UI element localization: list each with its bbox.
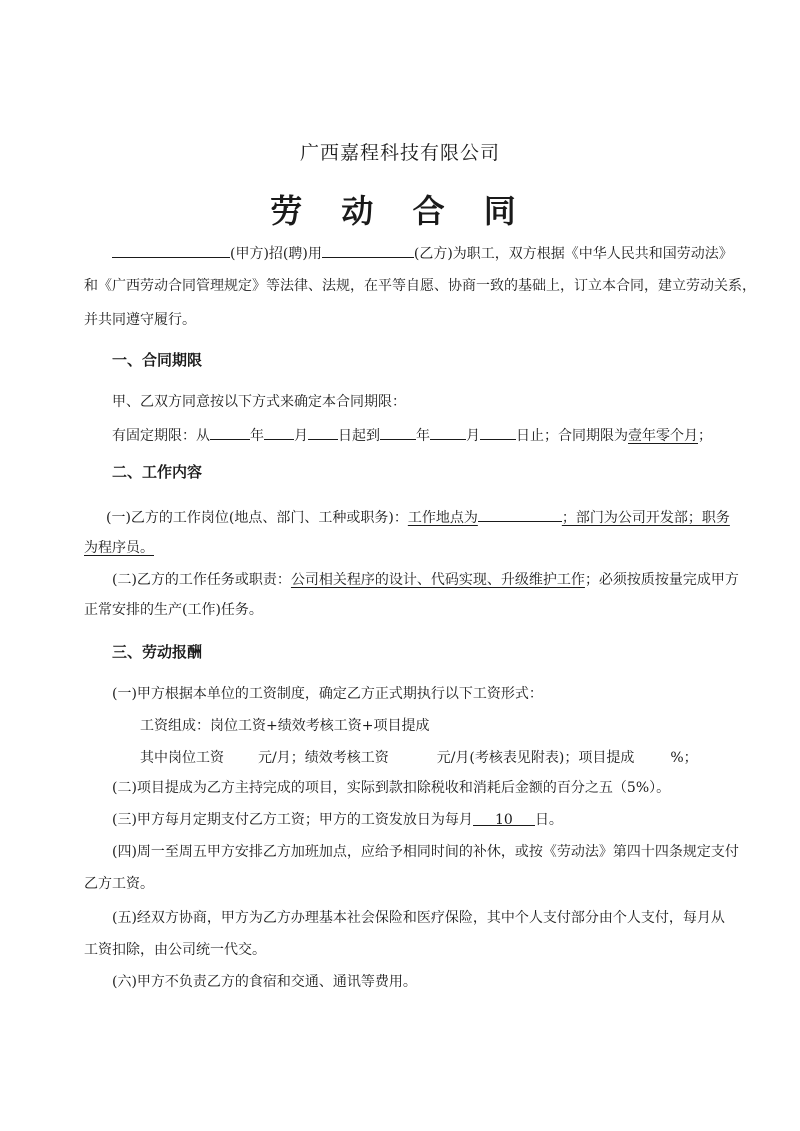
end-day-blank [480, 424, 516, 440]
s3-line-8: (五)经双方协商，甲方为乙方办理基本社会保险和医疗保险，其中个人支付部分由个人支付，每月从 [112, 910, 725, 926]
contract-duration: 壹年零个月 [628, 428, 698, 444]
s3-line-2: 工资组成：岗位工资+绩效考核工资+项目提成 [140, 718, 430, 734]
section-2-heading: 二、工作内容 [112, 463, 203, 481]
s3-line-4: (二)项目提成为乙方主持完成的项目，实际到款扣除税收和消耗后金额的百分之五（5%）。 [112, 780, 671, 796]
company-name: 广西嘉程科技有限公司 [299, 142, 500, 164]
end-year-blank [380, 424, 416, 440]
s3-line-5: (三)甲方每月定期支付乙方工资；甲方的工资发放日为每月 10 日。 [112, 812, 563, 828]
s3-line-1: (一)甲方根据本单位的工资制度，确定乙方正式期执行以下工资形式： [112, 686, 543, 702]
s1-line-2: 有固定期限：从 年 月 日起到 年 月 日止；合同期限为壹年零个月； [112, 424, 772, 446]
work-location-blank [478, 506, 562, 522]
start-month-blank [264, 424, 294, 440]
s3-line-3: 其中岗位工资 元/月；绩效考核工资 元/月(考核表见附表)；项目提成 %； [140, 750, 698, 766]
section-1-heading: 一、合同期限 [112, 351, 203, 369]
start-day-blank [308, 424, 338, 440]
s3-line-7: 乙方工资。 [84, 876, 154, 892]
intro-line-3: 并共同遵守履行。 [84, 312, 196, 328]
document-title: 劳 动 合 同 [270, 192, 530, 230]
end-month-blank [430, 424, 466, 440]
s3-line-9: 工资扣除，由公司统一代交。 [84, 942, 266, 958]
section-3-heading: 三、劳动报酬 [112, 643, 203, 661]
start-year-blank [210, 424, 250, 440]
intro-line-2: 和《广西劳动合同管理规定》等法律、法规，在平等自愿、协商一致的基础上，订立本合同，建立劳动关系， [84, 278, 756, 294]
s2-line-2: 为程序员。 [84, 540, 154, 556]
party-b-blank [322, 242, 414, 258]
s2-line-4: 正常安排的生产(工作)任务。 [84, 602, 263, 618]
party-a-blank [112, 242, 230, 258]
s2-line-3: (二)乙方的工作任务或职责：公司相关程序的设计、代码实现、升级维护工作；必须按质按量完成甲方 [112, 572, 739, 588]
intro-line-1: (甲方)招(聘)用 (乙方)为职工，双方根据《中华人民共和国劳动法》 [112, 242, 772, 264]
s3-line-10: (六)甲方不负责乙方的食宿和交通、通讯等费用。 [112, 974, 417, 990]
s1-line-1: 甲、乙双方同意按以下方式来确定本合同期限： [112, 394, 406, 410]
s3-line-6: (四)周一至周五甲方安排乙方加班加点，应给予相同时间的补休，或按《劳动法》第四十四条规定支付 [112, 844, 739, 860]
s2-line-1: (一)乙方的工作岗位(地点、部门、工种或职务)：工作地点为 ；部门为公司开发部；职务 [106, 506, 766, 528]
pay-day-value: 10 [473, 810, 535, 826]
